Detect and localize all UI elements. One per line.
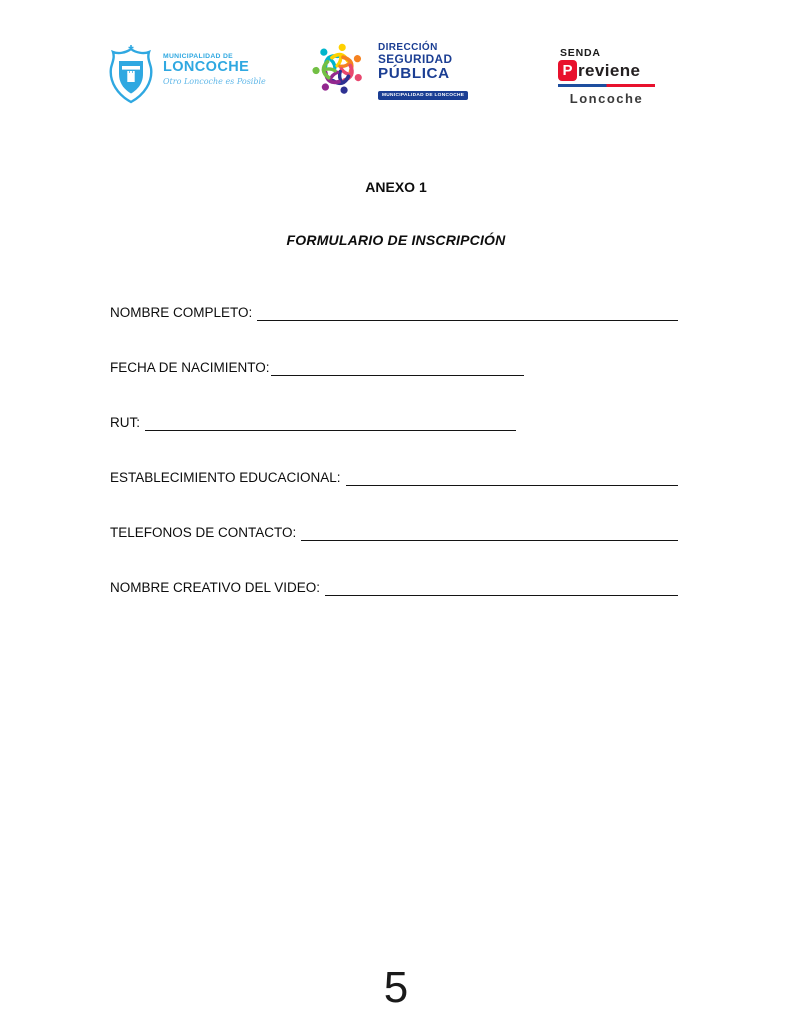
form-field-row-telefonos [110,523,678,541]
previene-wordmark: reviene [578,60,641,80]
senda-city-label: Loncoche [569,91,644,106]
senda-bicolor-divider [558,84,655,87]
seguridad-title-line1: DIRECCIÓN [378,42,438,54]
people-ring-icon [306,37,370,106]
seguridad-title-line3: PÚBLICA [378,65,450,83]
municipality-crest-icon [106,44,156,109]
senda-p-badge-icon: P [558,60,577,81]
field-blank-line [301,527,678,541]
form-field-row-rut [110,413,678,431]
seguridad-title-line2: SEGURIDAD [378,52,453,67]
anexo-title: ANEXO 1 [365,179,427,195]
municipality-tagline: Otro Loncoche es Posible [163,77,266,87]
seguridad-publica-logo [306,37,468,106]
municipality-name: LONCOCHE [163,59,250,75]
field-label: NOMBRE CREATIVO DEL VIDEO: [110,580,321,595]
field-blank-line [325,582,678,596]
municipality-logo [106,44,266,109]
field-blank-line [271,362,524,376]
field-blank-line [346,472,678,486]
field-label: RUT: [110,415,140,430]
form-field-row-nombre-completo [110,303,678,321]
form-field-row-fecha-nacimiento [110,358,678,376]
field-label: NOMBRE COMPLETO: [110,305,253,320]
page-number: 5 [383,963,409,1012]
field-blank-line [257,307,678,321]
municipality-name-top: MUNICIPALIDAD DE [163,53,233,60]
form-title: FORMULARIO DE INSCRIPCIÓN [286,232,506,248]
form-field-row-establecimiento [110,468,678,486]
form-field-row-nombre-video [110,578,678,596]
senda-previene-logo [558,47,658,106]
field-label: ESTABLECIMIENTO EDUCACIONAL: [110,470,341,485]
senda-wordmark: SENDA [560,47,601,59]
field-label: TELEFONOS DE CONTACTO: [110,525,297,540]
field-blank-line [145,417,516,431]
seguridad-band: MUNICIPALIDAD DE LONCOCHE [378,91,468,100]
field-label: FECHA DE NACIMIENTO: [110,360,270,375]
